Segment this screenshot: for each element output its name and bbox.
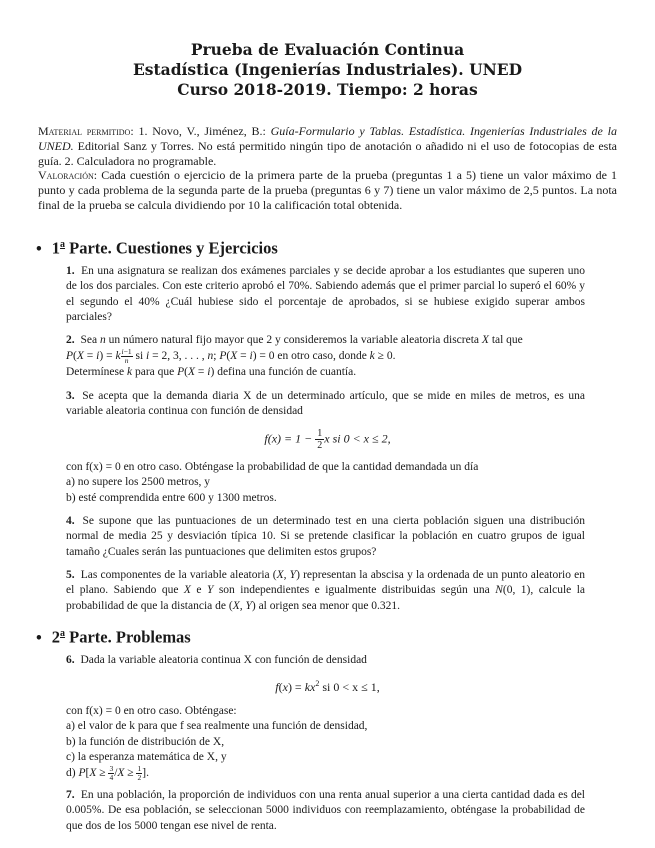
question-6-intro: Dada la variable aleatoria continua X con función de densidad [80, 654, 367, 666]
part1-ordinal: a [60, 239, 66, 250]
question-3-a: a) no supere los 2500 metros, y [66, 476, 211, 489]
q3-formula-right: x si 0 < x ≤ 2, [324, 431, 391, 446]
material-permitido: Material permitido: 1. Novo, V., Jiménez, B.: Guía-Formulario y Tablas. Estadística. Ingenierías Industriales de la UNED. Editorial Sanz y Torres. No está permitido ningún tipo de anotación o añadido ni el uso de fotocopias de esta guía. 2. Calculadora no programable. [38, 124, 617, 169]
question-3-intro: Se acepta que la demanda diaria X de un determinado artículo, que se mide en miles de metros, es una variable aleatoria continua con función de densidad [66, 390, 586, 418]
question-6-number: 6. [66, 654, 75, 666]
exam-course-time: Curso 2018-2019. Tiempo: 2 horas [177, 80, 478, 99]
question-3 [66, 389, 585, 420]
question-5-number: 5. [66, 569, 75, 581]
bullet-icon: • [36, 627, 42, 647]
question-6-parts [66, 704, 585, 782]
question-7-text: En una población, la proporción de individuos con una renta anual superior a una cierta cantidad dada es del 0.005%. De esa población, se seleccionan 5000 individuos con reemplazamiento, obténgase la probabilidad de que dos de los 5000 tengan ese nivel de renta. [66, 789, 586, 832]
question-3-after: con f(x) = 0 en otro caso. Obténgase la probabilidad de que la cantidad demandada un día [66, 461, 479, 473]
question-3-parts [66, 460, 585, 506]
question-4 [66, 514, 585, 560]
question-6 [66, 653, 585, 668]
part1-title: Parte. Cuestiones y Ejercicios [69, 238, 278, 258]
question-4-number: 4. [66, 515, 75, 527]
part2-heading [36, 624, 191, 648]
material-label: Material permitido [38, 124, 131, 138]
part1-number: 1 [51, 238, 61, 258]
question-3-b: b) esté comprendida entre 600 y 1300 metros. [66, 491, 277, 504]
question-3-formula: f(x) = 1 − $\frac{1}{2}$ x si 0 < x ≤ 2, [264, 428, 391, 451]
part2-ordinal: a [60, 628, 66, 639]
q6-formula-cond: si 0 < x ≤ 1, [322, 680, 380, 694]
question-2-number: 2. [66, 334, 75, 346]
q3-formula-left: f(x) = 1 − [264, 431, 316, 446]
question-3-number: 3. [66, 390, 75, 402]
material-text-1: 1. Novo, V., Jiménez, B.: [138, 124, 271, 138]
question-6-a: a) el valor de k para que f sea realmente una función de densidad, [66, 720, 368, 733]
material-text-2: Editorial Sanz y Torres. No está permitido ningún tipo de anotación o añadido ni el uso de fotocopias de esta guía. 2. Calculadora no programable. [38, 139, 617, 169]
part2-number: 2 [51, 627, 61, 647]
valoracion-text: Cada cuestión o ejercicio de la primera parte de la prueba (preguntas 1 a 5) tiene un valor máximo de 1 punto y cada problema de la segunda parte de la prueba (preguntas 6 y 7) tiene un valor máximo de 2,5 puntos. La nota final de la prueba se calcula dividiendo por 10 la calificación total obtenida. [38, 168, 617, 213]
question-7 [66, 788, 585, 834]
question-4-text: Se supone que las puntuaciones de un determinado test en una cierta población siguen una distribución normal de media 25 y desviación típica 10. Si se pretende clasificar la población en cuatro grupos de igual tamaño ¿Cuales serán las puntuaciones que delimiten estos grupos? [66, 515, 586, 558]
question-6-b: b) la función de distribución de X, [66, 735, 225, 748]
valoracion-label: Valoración [38, 168, 94, 182]
question-6-formula: $f(x) = kx^2$ si 0 < x ≤ 1, [275, 679, 380, 694]
question-6-c: c) la esperanza matemática de X, y [66, 750, 227, 763]
question-1-text: En una asignatura se realizan dos exámenes parciales y se decide aprobar a los estudiantes que superen uno de los dos parciales. Con este criterio aprobó el 70%. Sabiendo además que el primer parcial lo superó el 60% y el segundo el 40% ¿Cuál hubiese sido el porcentaje de aprobados, si se hubiese exigido superar ambos parciales? [66, 265, 585, 323]
question-1 [66, 264, 585, 325]
question-2: 2. Sea n un número natural fijo mayor que 2 y consideremos la variable aleatoria discreta X tal que P(X = i) = k $\frac{i-1}{n}$ si i = 2, 3, . . . , n; P(X = i) = 0 en otro caso, donde k ≥ 0. Determínese k para que P(X = i) defina una función de cuantía. [66, 334, 523, 379]
part1-heading [36, 235, 278, 259]
question-7-number: 7. [66, 789, 75, 801]
exam-subject: Estadística (Ingenierías Industriales). UNED [132, 60, 523, 79]
question-1-number: 1. [66, 265, 75, 277]
part2-title: Parte. Problemas [69, 627, 191, 647]
material-book-title: Guía-Formulario y Tablas. Estadística. Ingenierías Industriales de la UNED. [38, 124, 617, 154]
question-6-after: con f(x) = 0 en otro caso. Obténgase: [66, 705, 237, 717]
bullet-icon: • [36, 238, 42, 258]
valoracion: Valoración: Cada cuestión o ejercicio de la primera parte de la prueba (preguntas 1 a 5) tiene un valor máximo de 1 punto y cada problema de la segunda parte de la prueba (preguntas 6 y 7) tiene un valor máximo de 2,5 puntos. La nota final de la prueba se calcula dividiendo por 10 la calificación total obtenida. [38, 168, 617, 213]
question-5: 5. Las componentes de la variable aleatoria (X, Y) representan la abscisa y la ordenada de un punto aleatorio en el plano. Sabiendo que X e Y son independientes e igualmente distribuidas según una N(0, 1), calcule la probabilidad de que la distancia de (X, Y) al origen sea menor que 0.321. [66, 569, 586, 612]
exam-title: Prueba de Evaluación Continua [190, 40, 465, 59]
question-6-d: d) P[X ≥ $\frac{3}{4}$ /X ≥ $\frac{1}{2}$ ]. [66, 764, 149, 783]
